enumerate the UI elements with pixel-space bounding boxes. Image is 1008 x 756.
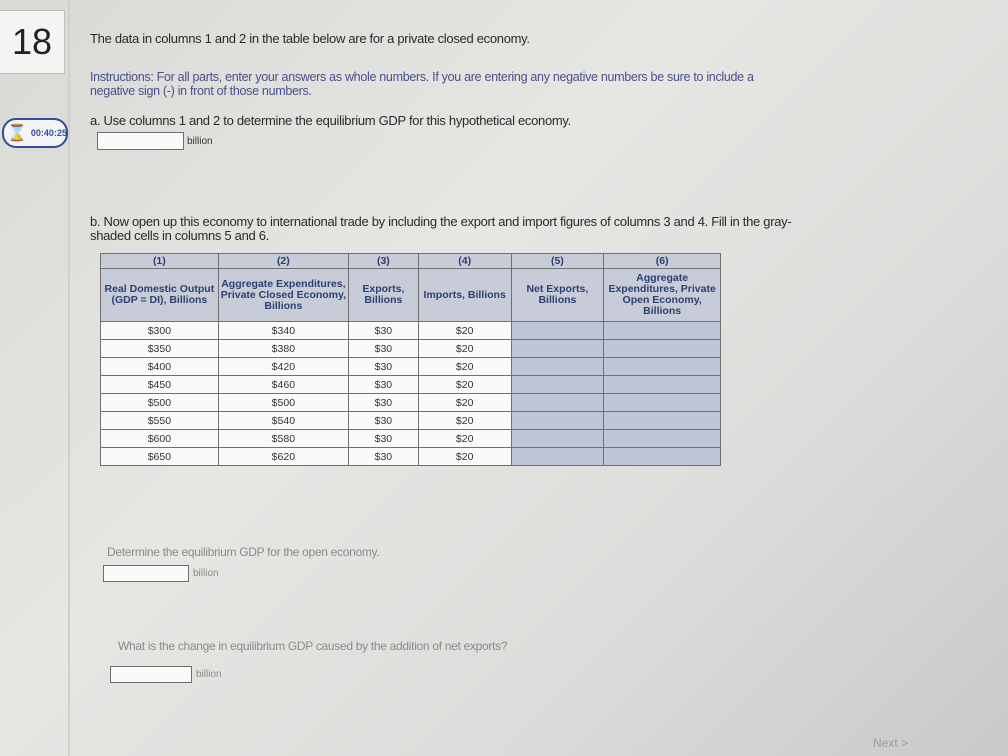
net-exports-input-cell[interactable] [511, 358, 604, 376]
table-row [101, 394, 721, 412]
timer[interactable] [2, 118, 68, 148]
col-number: (4) [418, 254, 511, 269]
ae-open-input-cell[interactable] [604, 340, 721, 358]
col-number: (2) [218, 254, 348, 269]
col-header: Aggregate Expenditures, Private Open Economy, Billions [604, 269, 721, 322]
ae-closed-cell: $500 [218, 394, 348, 412]
table-row [101, 322, 721, 340]
next-button[interactable]: Next > [872, 736, 908, 750]
imports-cell: $20 [418, 376, 511, 394]
exports-cell: $30 [348, 340, 418, 358]
imports-cell: $20 [418, 394, 511, 412]
gdp-cell: $550 [101, 412, 219, 430]
gdp-cell: $300 [101, 322, 219, 340]
exports-cell: $30 [348, 430, 418, 448]
net-exports-input-cell[interactable] [511, 340, 604, 358]
net-exports-input-cell[interactable] [511, 430, 604, 448]
imports-cell: $20 [418, 358, 511, 376]
net-exports-input-cell[interactable] [511, 394, 604, 412]
gdp-change-input[interactable] [110, 666, 192, 683]
ae-open-input-cell[interactable] [604, 358, 721, 376]
instructions-line2: negative sign (-) in front of those numbers. [90, 84, 312, 98]
net-exports-input-cell[interactable] [511, 448, 604, 466]
col-number: (3) [348, 254, 418, 269]
gdp-cell: $450 [101, 376, 219, 394]
imports-cell: $20 [418, 340, 511, 358]
col-header: Aggregate Expenditures, Private Closed Economy, Billions [218, 269, 348, 322]
economy-table [100, 253, 721, 466]
open-economy-prompt: Determine the equilibrium GDP for the open economy. [107, 545, 380, 559]
imports-cell: $20 [418, 412, 511, 430]
table-row [101, 358, 721, 376]
table-row [101, 412, 721, 430]
gdp-closed-input[interactable] [97, 132, 184, 150]
ae-closed-cell: $340 [218, 322, 348, 340]
part-a-unit: billion [187, 136, 213, 147]
gdp-open-input[interactable] [103, 565, 189, 582]
part-b-line2: shaded cells in columns 5 and 6. [90, 228, 270, 243]
imports-cell: $20 [418, 430, 511, 448]
gdp-cell: $350 [101, 340, 219, 358]
instructions-line1: Instructions: For all parts, enter your answers as whole numbers. If you are entering any negative numbers be sure to include a [90, 70, 754, 84]
table-row [101, 430, 721, 448]
col-header: Net Exports, Billions [511, 269, 604, 322]
ae-closed-cell: $620 [218, 448, 348, 466]
change-prompt: What is the change in equilibrium GDP caused by the addition of net exports? [118, 639, 508, 653]
col-header: Exports, Billions [348, 269, 418, 322]
ae-closed-cell: $460 [218, 376, 348, 394]
col-number: (5) [511, 254, 604, 269]
net-exports-input-cell[interactable] [511, 322, 604, 340]
part-a-prompt: a. Use columns 1 and 2 to determine the equilibrium GDP for this hypothetical economy. [90, 113, 571, 128]
gdp-cell: $650 [101, 448, 219, 466]
table-row [101, 376, 721, 394]
exports-cell: $30 [348, 322, 418, 340]
timer-text: 00:40:25 [30, 128, 67, 138]
table-row [101, 448, 721, 466]
ae-open-input-cell[interactable] [604, 376, 721, 394]
hourglass-icon: ⌛ [7, 125, 27, 142]
question-number: 18 [0, 10, 65, 74]
col-header: Real Domestic Output (GDP = DI), Billions [101, 269, 219, 322]
col-number: (1) [101, 254, 219, 269]
net-exports-input-cell[interactable] [511, 412, 604, 430]
exports-cell: $30 [348, 394, 418, 412]
gdp-cell: $600 [101, 430, 219, 448]
ae-closed-cell: $540 [218, 412, 348, 430]
exports-cell: $30 [348, 412, 418, 430]
ae-closed-cell: $580 [218, 430, 348, 448]
col-number: (6) [604, 254, 721, 269]
open-economy-unit: billion [193, 568, 219, 579]
ae-open-input-cell[interactable] [604, 412, 721, 430]
table-row [101, 340, 721, 358]
left-divider [68, 0, 70, 756]
intro-text: The data in columns 1 and 2 in the table below are for a private closed economy. [90, 31, 530, 46]
net-exports-input-cell[interactable] [511, 376, 604, 394]
exports-cell: $30 [348, 358, 418, 376]
col-header: Imports, Billions [418, 269, 511, 322]
ae-closed-cell: $380 [218, 340, 348, 358]
ae-open-input-cell[interactable] [604, 322, 721, 340]
gdp-cell: $400 [101, 358, 219, 376]
ae-closed-cell: $420 [218, 358, 348, 376]
ae-open-input-cell[interactable] [604, 394, 721, 412]
imports-cell: $20 [418, 322, 511, 340]
exports-cell: $30 [348, 448, 418, 466]
change-unit: billion [196, 669, 222, 680]
imports-cell: $20 [418, 448, 511, 466]
part-b-line1: b. Now open up this economy to international trade by including the export and import figures of columns 3 and 4. Fill in the gray- [90, 214, 792, 229]
ae-open-input-cell[interactable] [604, 448, 721, 466]
gdp-cell: $500 [101, 394, 219, 412]
exports-cell: $30 [348, 376, 418, 394]
ae-open-input-cell[interactable] [604, 430, 721, 448]
